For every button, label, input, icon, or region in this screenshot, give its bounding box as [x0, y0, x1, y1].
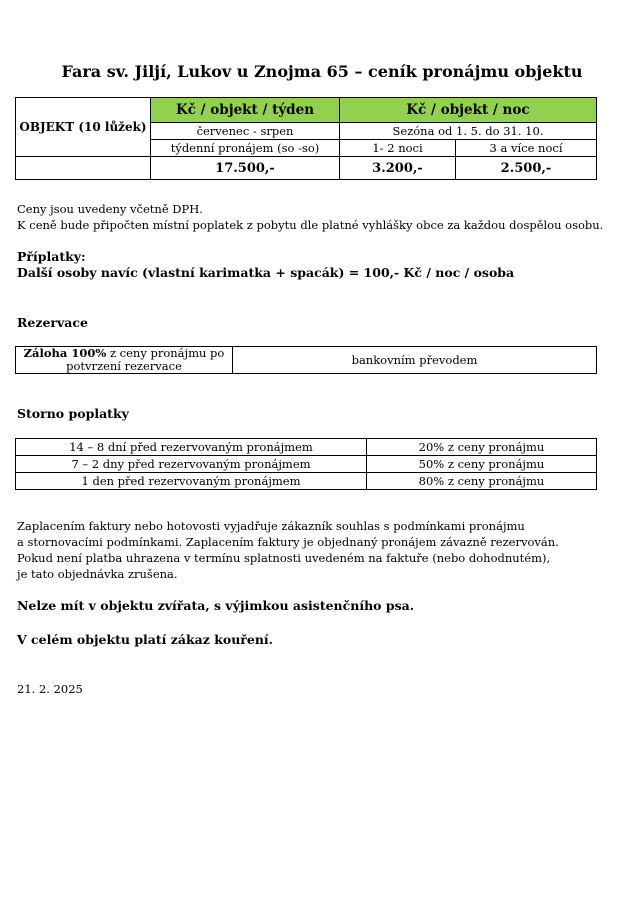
- terms-line-2: a stornovacími podmínkami. Zaplacením faktury je objednaný pronájem závazně rezervován.: [17, 535, 559, 549]
- table-row: [16, 439, 597, 456]
- terms-line-3: Pokud není platba uhrazena v termínu splatnosti uvedeném na faktuře (nebo dohodnutém),: [17, 551, 551, 565]
- price-table: [15, 97, 597, 180]
- deposit-cell: [16, 347, 233, 374]
- surcharges-heading: Příplatky:: [17, 249, 86, 264]
- empty-cell: [16, 157, 151, 180]
- price-1-2: 3.200,-: [340, 157, 456, 180]
- header-night: Kč / objekt / noc: [340, 98, 597, 123]
- storno-fee: 20% z ceny pronájmu: [367, 439, 597, 456]
- reservation-heading: Rezervace: [17, 315, 88, 330]
- payment-method: bankovním převodem: [233, 347, 597, 374]
- table-row: [16, 456, 597, 473]
- table-row: [16, 473, 597, 490]
- nights-1-2: 1- 2 noci: [340, 140, 456, 157]
- storno-heading: Storno poplatky: [17, 406, 129, 421]
- header-week: Kč / objekt / týden: [151, 98, 340, 123]
- storno-period: 7 – 2 dny před rezervovaným pronájmem: [16, 456, 367, 473]
- surcharges-extra: Další osoby navíc (vlastní karimatka + spacák) = 100,- Kč / noc / osoba: [17, 265, 515, 280]
- price-week: 17.500,-: [151, 157, 340, 180]
- week-rent: týdenní pronájem (so -so): [151, 140, 340, 157]
- animals-note: Nelze mít v objektu zvířata, s výjimkou asistenčního psa.: [17, 598, 415, 613]
- storno-table: [15, 438, 597, 490]
- vat-note: Ceny jsou uvedeny včetně DPH.: [17, 202, 203, 216]
- fee-note: K ceně bude připočten místní poplatek z pobytu dle platné vyhlášky obce za každou dospělou osobu.: [17, 218, 604, 232]
- nights-3-plus: 3 a více nocí: [456, 140, 597, 157]
- terms-line-1: Zaplacením faktury nebo hotovosti vyjadřuje zákazník souhlas s podmínkami pronájmu: [17, 519, 525, 533]
- storno-fee: 50% z ceny pronájmu: [367, 456, 597, 473]
- smoking-note: V celém objektu platí zákaz kouření.: [17, 632, 274, 647]
- object-label: OBJEKT (10 lůžek): [16, 98, 151, 157]
- terms-line-4: je tato objednávka zrušena.: [17, 567, 178, 581]
- week-period: červenec - srpen: [151, 123, 340, 140]
- storno-fee: 80% z ceny pronájmu: [367, 473, 597, 490]
- reservation-table: [15, 346, 597, 374]
- season: Sezóna od 1. 5. do 31. 10.: [340, 123, 597, 140]
- price-3-plus: 2.500,-: [456, 157, 597, 180]
- deposit-bold: Záloha 100%: [23, 346, 107, 360]
- deposit-rest: z ceny pronájmu po potvrzení rezervace: [66, 346, 225, 373]
- page-title: Fara sv. Jiljí, Lukov u Znojma 65 – ceník pronájmu objektu: [61, 62, 583, 81]
- document-date: 21. 2. 2025: [17, 682, 83, 696]
- storno-period: 14 – 8 dní před rezervovaným pronájmem: [16, 439, 367, 456]
- storno-period: 1 den před rezervovaným pronájmem: [16, 473, 367, 490]
